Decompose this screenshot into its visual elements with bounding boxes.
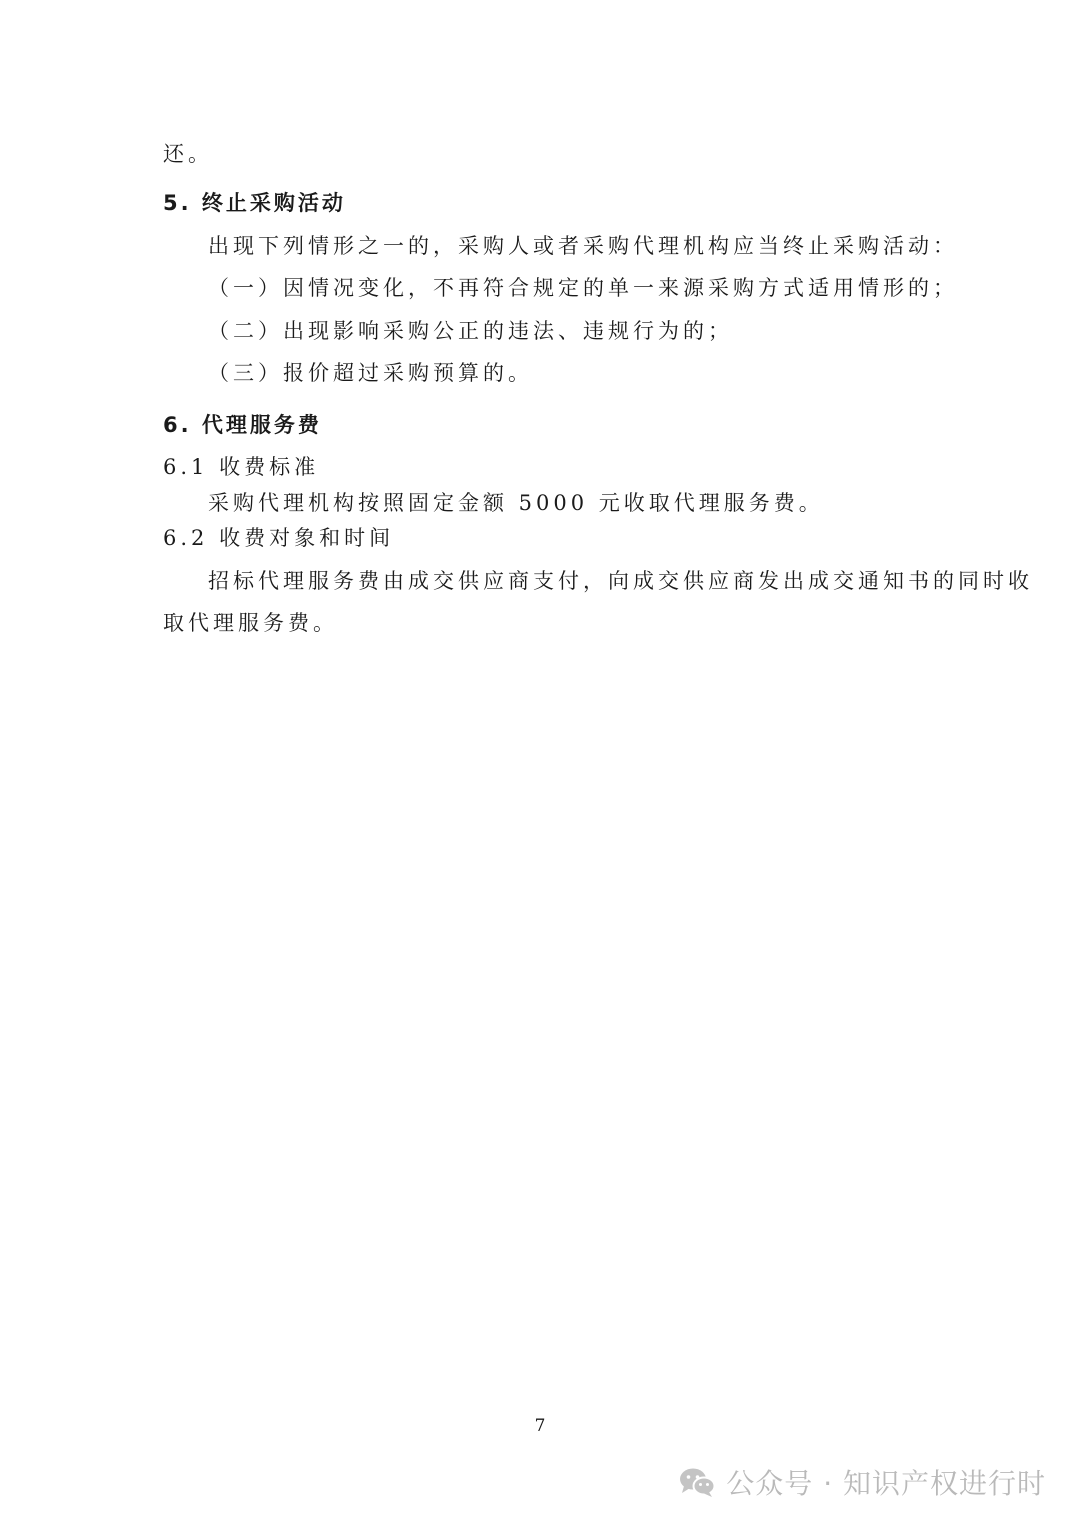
paragraph-continuation: 还。 bbox=[163, 142, 213, 166]
watermark-text: 公众号 · 知识产权进行时 bbox=[726, 1467, 1046, 1500]
section-5-item-2: （二）出现影响采购公正的违法、违规行为的； bbox=[208, 319, 733, 343]
watermark bbox=[678, 1462, 1046, 1502]
section-6-2-heading: 6.2 收费对象和时间 bbox=[163, 526, 395, 550]
section-6-2-body-line-2: 取代理服务费。 bbox=[163, 611, 338, 635]
section-6-heading: 6. 代理服务费 bbox=[163, 413, 322, 437]
page-number: 7 bbox=[534, 1416, 546, 1436]
section-5-item-3: （三）报价超过采购预算的。 bbox=[208, 361, 533, 385]
wechat-icon bbox=[678, 1466, 716, 1498]
section-5-heading: 5. 终止采购活动 bbox=[163, 191, 346, 215]
section-6-1-heading: 6.1 收费标准 bbox=[163, 455, 320, 479]
section-6-2-body-line-1: 招标代理服务费由成交供应商支付，向成交供应商发出成交通知书的同时收 bbox=[208, 569, 1033, 593]
section-5-item-1: （一）因情况变化，不再符合规定的单一来源采购方式适用情形的； bbox=[208, 276, 958, 300]
section-5-intro: 出现下列情形之一的，采购人或者采购代理机构应当终止采购活动： bbox=[208, 234, 958, 258]
section-6-1-body: 采购代理机构按照固定金额 5000 元收取代理服务费。 bbox=[208, 491, 824, 515]
